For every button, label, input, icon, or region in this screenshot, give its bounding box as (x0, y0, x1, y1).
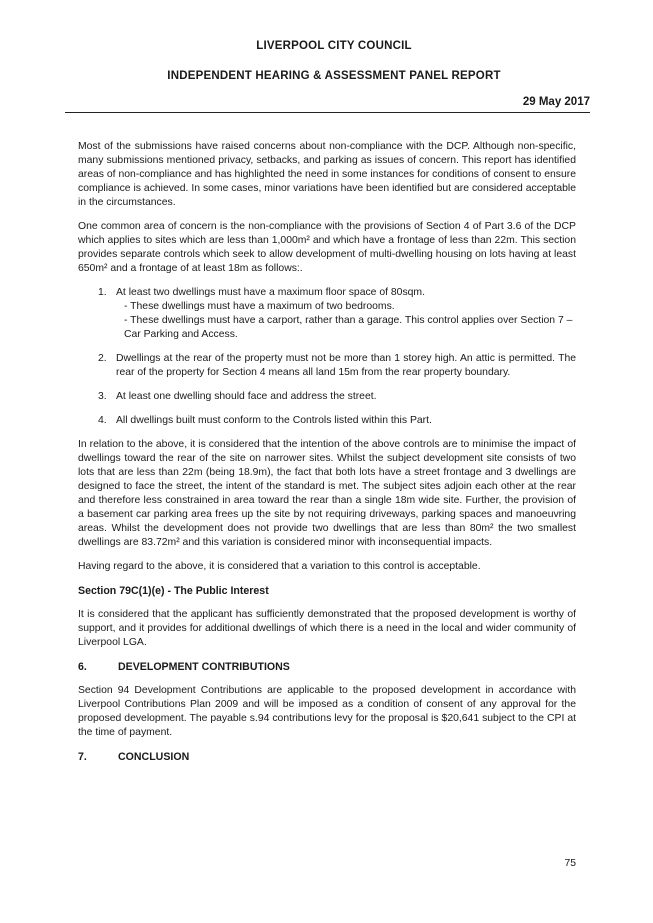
public-interest-heading: Section 79C(1)(e) - The Public Interest (78, 585, 269, 597)
list-item-sub: - These dwellings must have a carport, rather than a garage. This control applies over Section 7 – Car Parking and Access. (124, 315, 573, 340)
council-name: LIVERPOOL CITY COUNCIL (256, 40, 412, 52)
list-item (78, 286, 576, 342)
section-7-title: CONCLUSION (118, 751, 190, 763)
list-item-number: 1. (98, 287, 107, 298)
paragraph-contributions: Section 94 Development Contributions are applicable to the proposed development in accordance with Liverpool Contributions Plan 2009 and will be imposed as a condition of consent of any approval for the proposed development. The payable s.94 contributions levy for the proposal is $20,641 subject to the CPI at the time of payment. (78, 685, 576, 738)
list-item-sub: - These dwellings must have a maximum of two bedrooms. (124, 301, 395, 312)
section-7-number: 7. (78, 751, 87, 763)
section-6-number: 6. (78, 661, 87, 673)
paragraph-variation: Having regard to the above, it is considered that a variation to this control is acceptable. (78, 561, 481, 572)
list-item (78, 352, 576, 380)
list-item-number: 4. (98, 415, 107, 426)
report-date: 29 May 2017 (522, 96, 590, 108)
paragraph-relation: In relation to the above, it is considered that the intention of the above controls are to minimise the impact of dwellings toward the rear of the site on narrower sites. Whilst the subject development site consists of two lots that are less than 22m (being 18.9m), the fact that both lots have a street frontage and 3 dwellings are designed to face the street, the intent of the standard is met. The subject sites adjoin each other at the rear and therefore less constrained in area toward the rear than a single 18m wide site. Further, the provision of a basement car parking area frees up the site by not requiring driveways, parking spaces and manoeuvring areas. Whilst the development does not provide two dwellings that are less than 80m² the two smallest dwellings are 83.72m² and this variation is considered minor with inconsequential impacts. (78, 439, 576, 548)
list-item-text: At least two dwellings must have a maximum floor space of 80sqm. (116, 287, 425, 298)
list-item-text: Dwellings at the rear of the property must not be more than 1 storey high. An attic is permitted. The rear of the property for Section 4 means all land 15m from the rear property boundary. (116, 353, 576, 378)
page-number: 75 (564, 858, 576, 869)
list-item (78, 414, 576, 428)
document-body (78, 140, 576, 774)
list-item-number: 2. (98, 353, 107, 364)
controls-list (78, 286, 576, 428)
list-item (78, 390, 576, 404)
header-rule (65, 112, 590, 113)
list-item-text: At least one dwelling should face and address the street. (116, 391, 377, 402)
section-6-title: DEVELOPMENT CONTRIBUTIONS (118, 661, 290, 673)
list-item-text: All dwellings built must conform to the Controls listed within this Part. (116, 415, 432, 426)
paragraph-concern: One common area of concern is the non-compliance with the provisions of Section 4 of Part 3.6 of the DCP which applies to sites which are less than 1,000m² and which have a frontage of less than 22m. This section provides separate controls which seek to allow development of multi-dwelling housing on lots having at least 650m² and a frontage of at least 18m as follows:. (78, 221, 576, 274)
paragraph-public-interest: It is considered that the applicant has sufficiently demonstrated that the proposed development is worthy of support, and it provides for additional dwellings of which there is a need in the local and wider community of Liverpool LGA. (78, 609, 576, 648)
section-6-heading (78, 660, 576, 674)
section-7-heading (78, 750, 576, 764)
report-title: INDEPENDENT HEARING & ASSESSMENT PANEL REPORT (167, 70, 501, 82)
paragraph-submissions: Most of the submissions have raised concerns about non-compliance with the DCP. Although non-specific, many submissions mentioned privacy, setbacks, and parking as issues of concern. This report has identified areas of non-compliance and has highlighted the need in some instances for conditions of consent to ensure compliance is achieved. In some cases, minor variations have been identified but are considered acceptable in the circumstances. (78, 141, 576, 208)
list-item-number: 3. (98, 391, 107, 402)
